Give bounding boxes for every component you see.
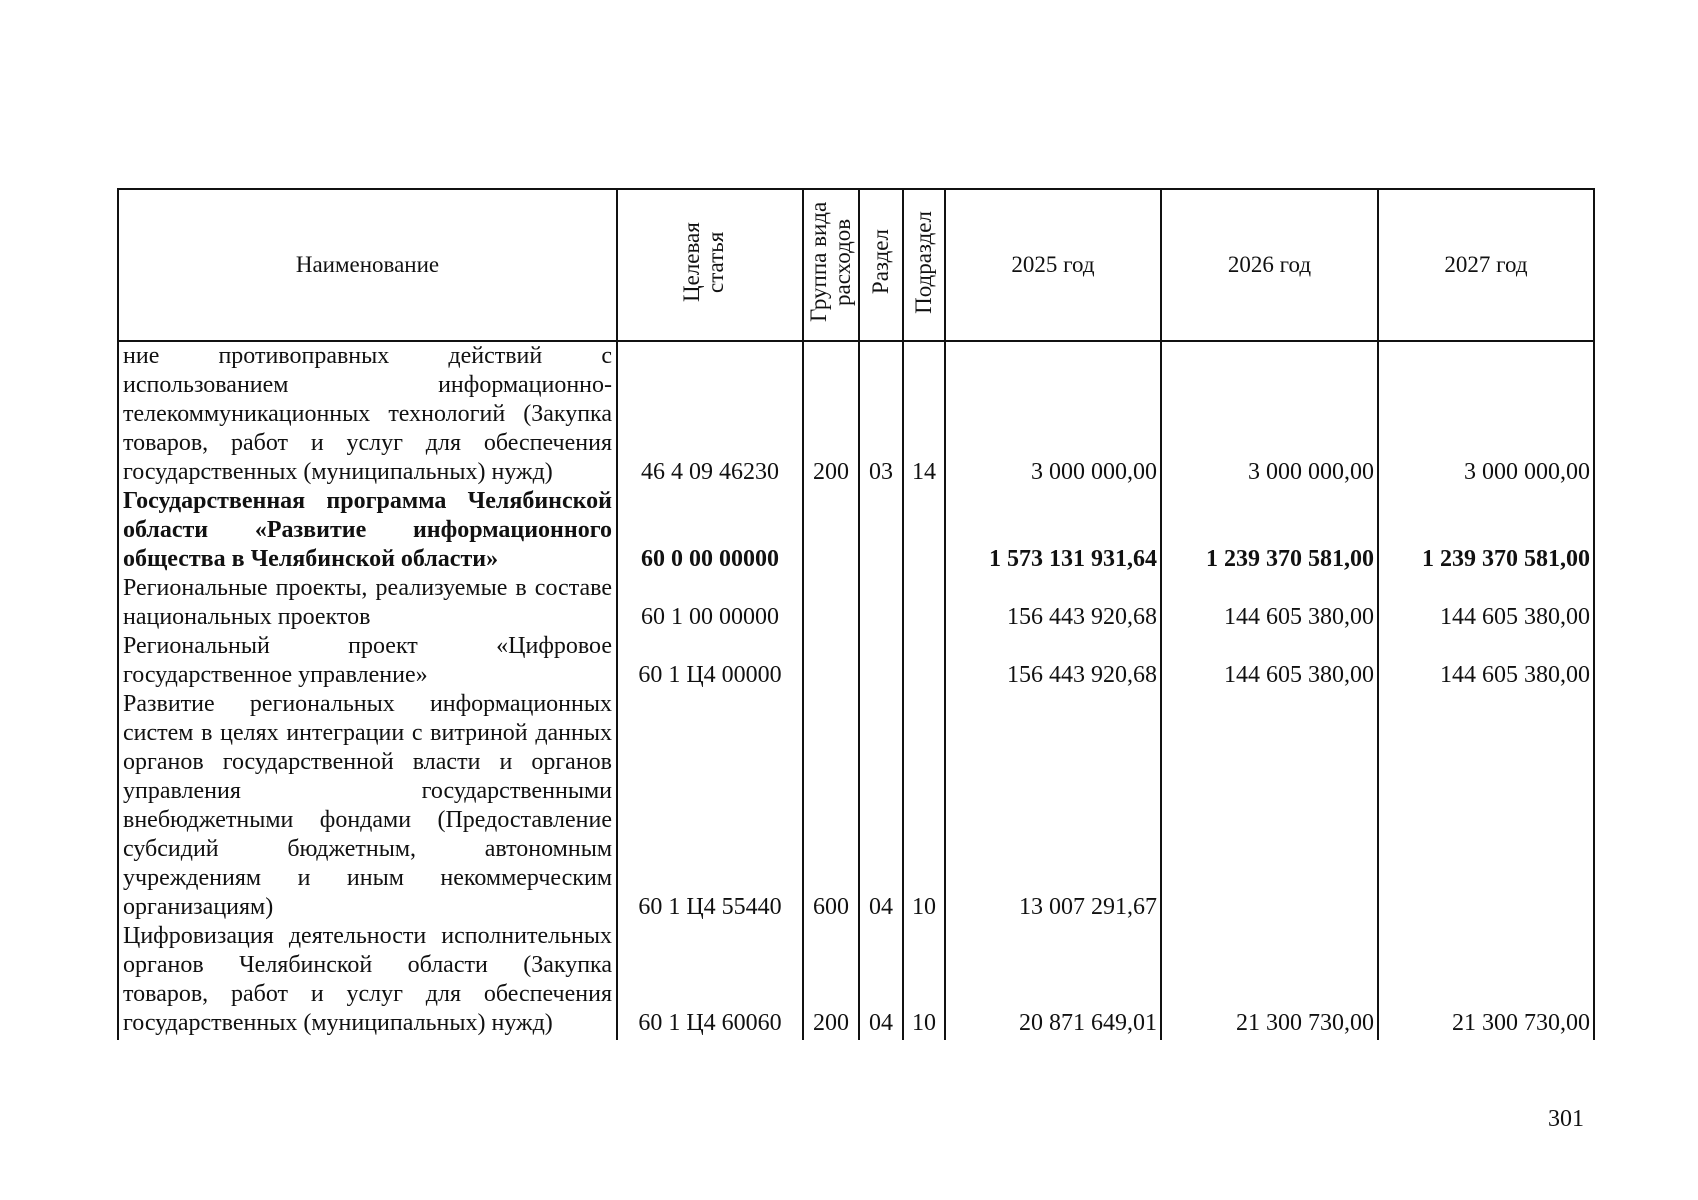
row-2027 xyxy=(1378,690,1594,922)
header-2026: 2026 год xyxy=(1161,189,1378,341)
row-group: 200 xyxy=(803,922,859,1040)
row-2025: 13 007 291,67 xyxy=(945,690,1161,922)
row-name: Региональные проекты, реализуемые в составе национальных проектов xyxy=(118,574,617,632)
row-code: 60 1 Ц4 55440 xyxy=(617,690,803,922)
row-2025: 3 000 000,00 xyxy=(945,341,1161,487)
header-subsection-label: Подраздел xyxy=(910,210,936,314)
row-subsection xyxy=(903,487,945,574)
row-name: Цифровизация деятельности исполнительных органов Челябинской области (Закупка товаров, работ и услуг для обеспечения государственных (муниципальных) нужд) xyxy=(118,922,617,1040)
header-name: Наименование xyxy=(118,189,617,341)
header-section xyxy=(859,189,903,341)
row-section: 04 xyxy=(859,690,903,922)
table-row xyxy=(118,487,1594,574)
row-2027: 3 000 000,00 xyxy=(1378,341,1594,487)
row-group xyxy=(803,487,859,574)
row-2025: 156 443 920,68 xyxy=(945,632,1161,690)
budget-table xyxy=(117,188,1595,1040)
row-code: 60 1 Ц4 60060 xyxy=(617,922,803,1040)
row-2026: 21 300 730,00 xyxy=(1161,922,1378,1040)
row-2026: 144 605 380,00 xyxy=(1161,632,1378,690)
table-row xyxy=(118,632,1594,690)
table-row xyxy=(118,690,1594,922)
row-subsection: 10 xyxy=(903,922,945,1040)
table-row xyxy=(118,574,1594,632)
header-code xyxy=(617,189,803,341)
row-name: Развитие региональных информационных систем в целях интеграции с витриной данных органов государственной власти и органов управления государственными внебюджетными фондами (Предоставление субсидий бюджетным, автономным учреждениям и иным некоммерческим организациям) xyxy=(118,690,617,922)
row-group xyxy=(803,574,859,632)
row-section: 04 xyxy=(859,922,903,1040)
row-2027: 144 605 380,00 xyxy=(1378,574,1594,632)
row-section xyxy=(859,487,903,574)
row-code: 60 0 00 00000 xyxy=(617,487,803,574)
row-code: 46 4 09 46230 xyxy=(617,341,803,487)
header-code-label: Целевая статья xyxy=(679,222,729,302)
row-code: 60 1 Ц4 00000 xyxy=(617,632,803,690)
header-2025: 2025 год xyxy=(945,189,1161,341)
row-group: 200 xyxy=(803,341,859,487)
row-group: 600 xyxy=(803,690,859,922)
row-2025: 156 443 920,68 xyxy=(945,574,1161,632)
row-2026 xyxy=(1161,690,1378,922)
header-group xyxy=(803,189,859,341)
row-2027: 21 300 730,00 xyxy=(1378,922,1594,1040)
row-subsection: 10 xyxy=(903,690,945,922)
row-name: Государственная программа Челябинской области «Развитие информационного общества в Челябинской области» xyxy=(118,487,617,574)
row-name: Региональный проект «Цифровое государственное управление» xyxy=(118,632,617,690)
row-2027: 1 239 370 581,00 xyxy=(1378,487,1594,574)
row-2025: 1 573 131 931,64 xyxy=(945,487,1161,574)
row-name: ние противоправных действий с использованием информационно-телекоммуникационных технологий (Закупка товаров, работ и услуг для обеспечения государственных (муниципальных) нужд) xyxy=(118,341,617,487)
table-header-row xyxy=(118,189,1594,341)
row-section xyxy=(859,574,903,632)
row-section xyxy=(859,632,903,690)
row-section: 03 xyxy=(859,341,903,487)
row-subsection: 14 xyxy=(903,341,945,487)
header-2027: 2027 год xyxy=(1378,189,1594,341)
table-row xyxy=(118,341,1594,487)
table-row xyxy=(118,922,1594,1040)
page-number: 301 xyxy=(1548,1106,1584,1132)
row-2025: 20 871 649,01 xyxy=(945,922,1161,1040)
row-code: 60 1 00 00000 xyxy=(617,574,803,632)
row-subsection xyxy=(903,632,945,690)
row-2026: 1 239 370 581,00 xyxy=(1161,487,1378,574)
row-2026: 144 605 380,00 xyxy=(1161,574,1378,632)
header-section-label: Раздел xyxy=(867,229,893,295)
header-subsection xyxy=(903,189,945,341)
row-subsection xyxy=(903,574,945,632)
row-2026: 3 000 000,00 xyxy=(1161,341,1378,487)
header-group-label: Группа вида расходов xyxy=(805,201,855,323)
row-2027: 144 605 380,00 xyxy=(1378,632,1594,690)
row-group xyxy=(803,632,859,690)
